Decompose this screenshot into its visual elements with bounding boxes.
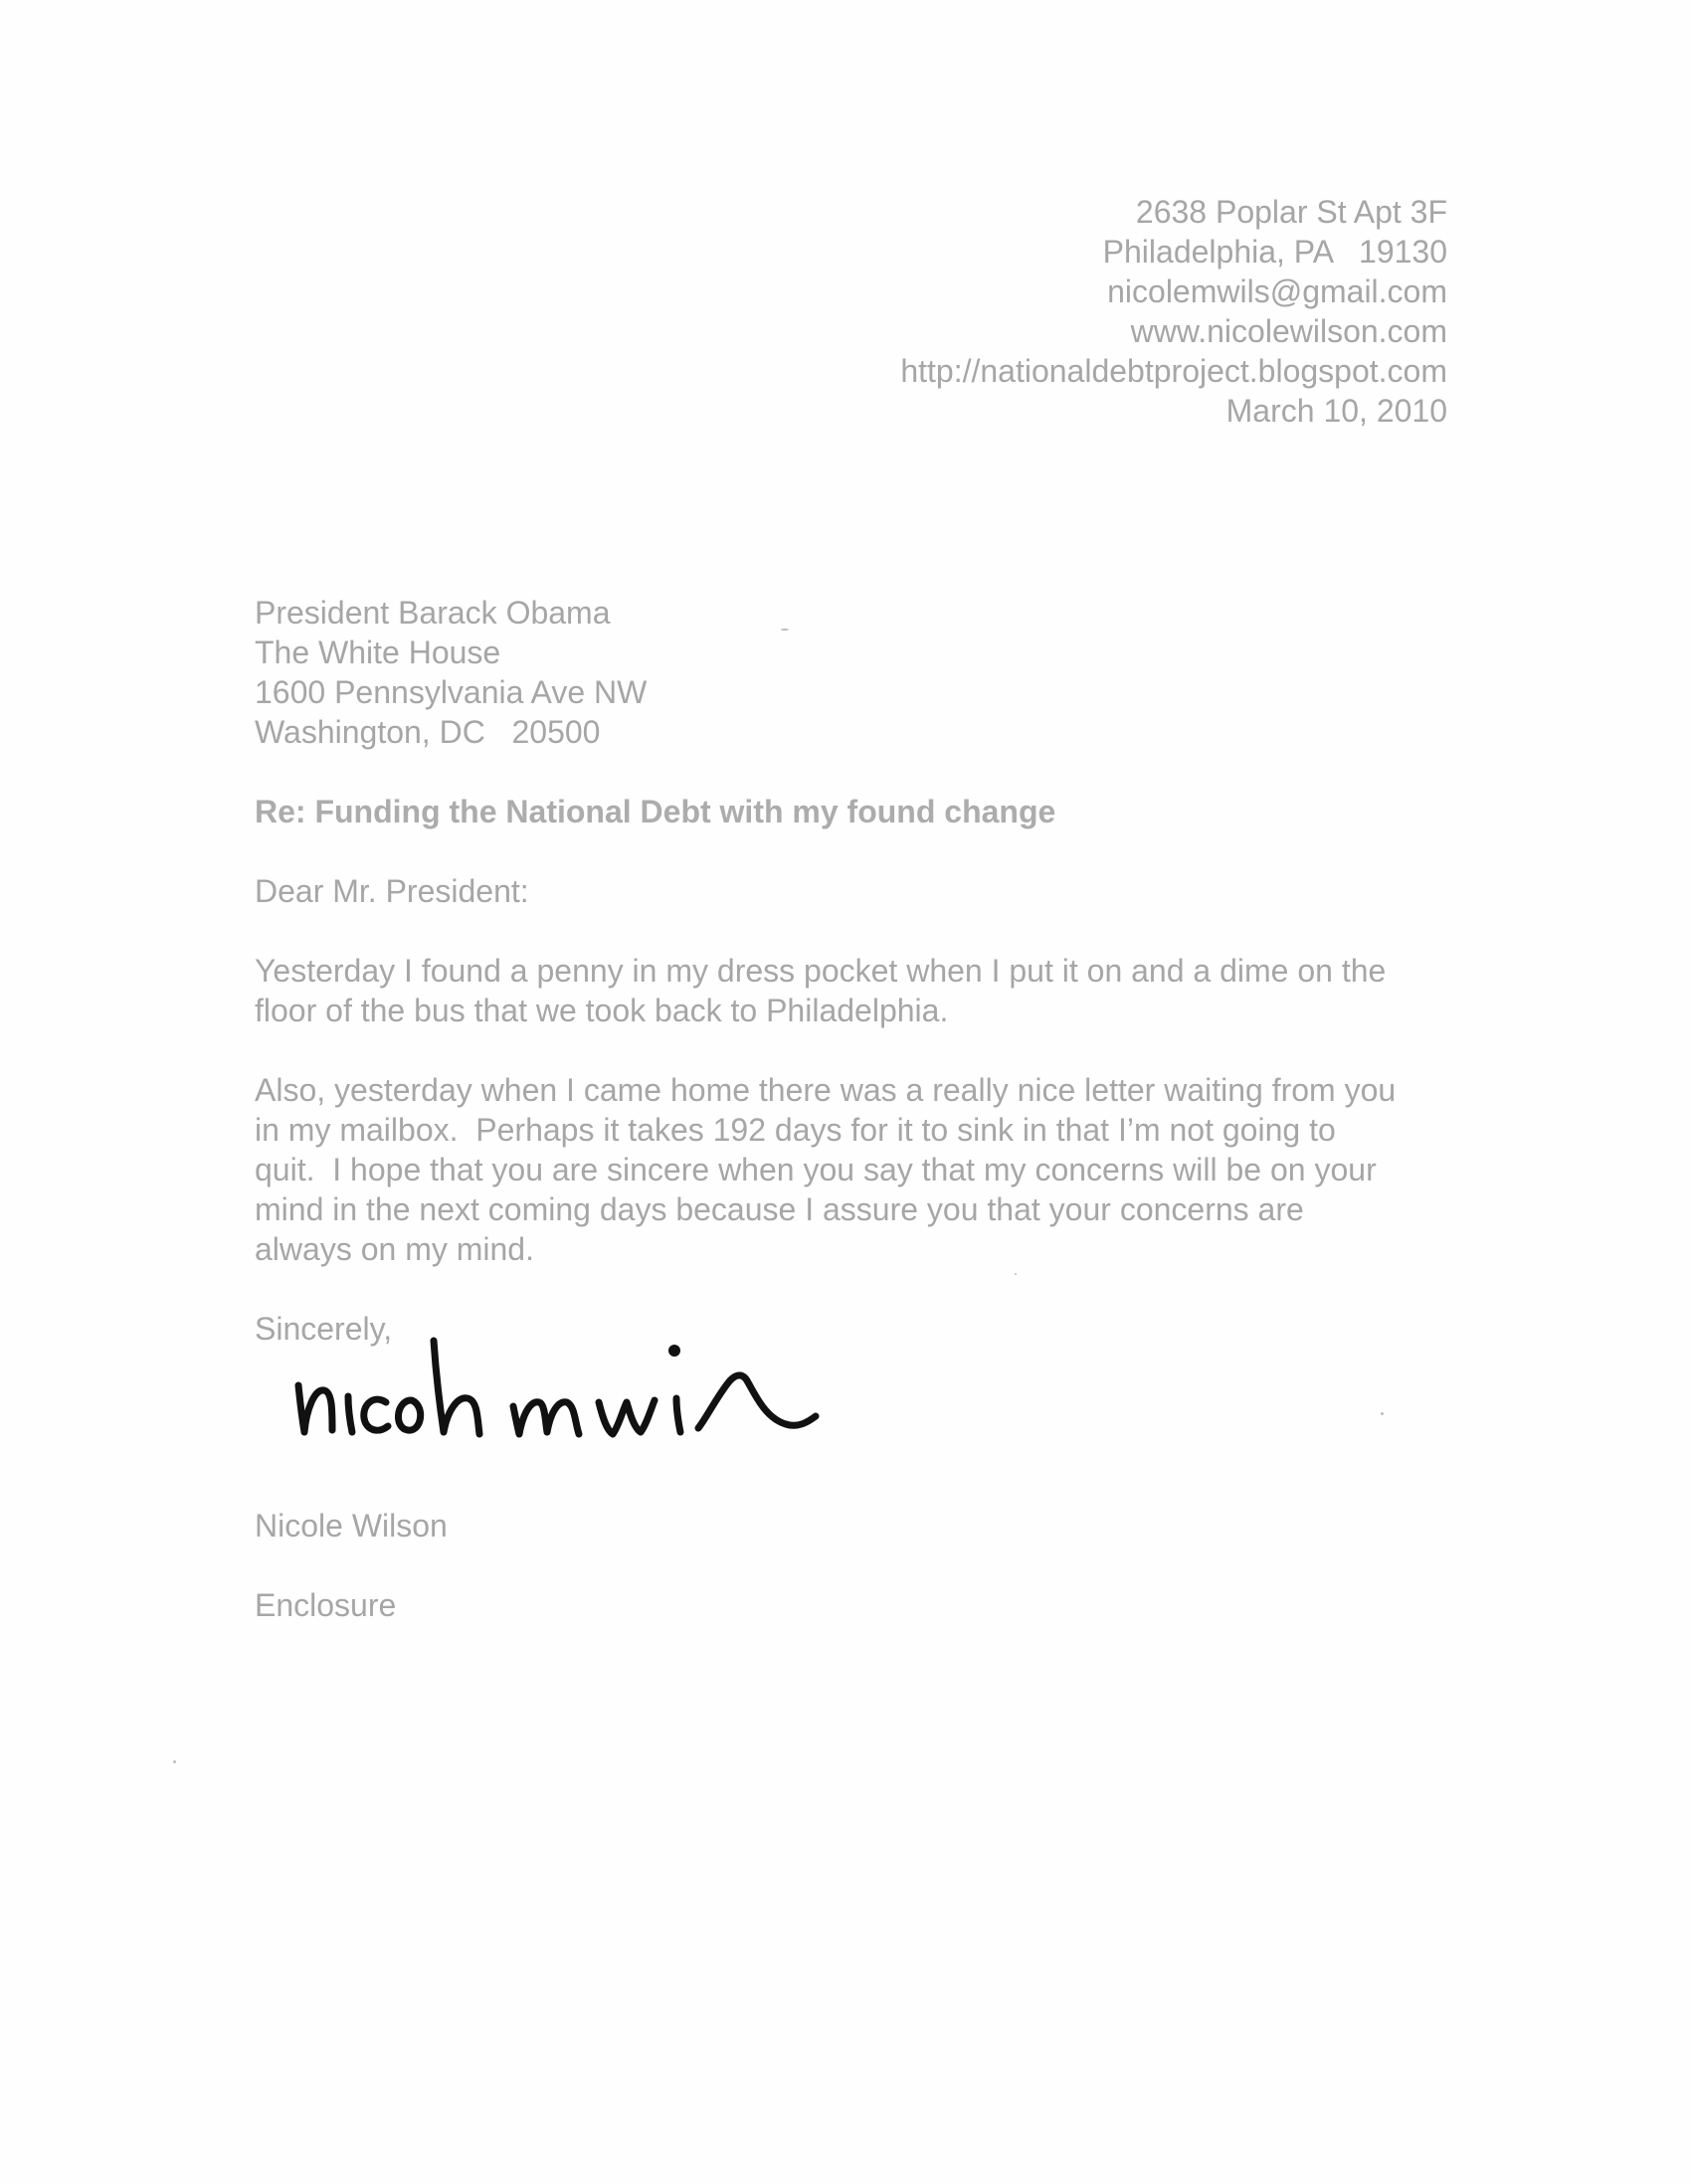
salutation: Dear Mr. President: bbox=[255, 873, 529, 909]
paragraph-line: Also, yesterday when I came home there was a really nice letter waiting from you bbox=[255, 1072, 1397, 1108]
recipient-street: 1600 Pennsylvania Ave NW bbox=[255, 674, 648, 710]
paper-speck bbox=[781, 629, 789, 631]
body-paragraph-2 bbox=[255, 1070, 1448, 1269]
paragraph-line: always on my mind. bbox=[255, 1231, 534, 1267]
signer-name: Nicole Wilson bbox=[255, 1508, 448, 1544]
sender-email: nicolemwils@gmail.com bbox=[1107, 273, 1447, 309]
paragraph-line: in my mailbox. Perhaps it takes 192 days for it to sink in that I’m not going to bbox=[255, 1112, 1336, 1148]
recipient-organization: The White House bbox=[255, 635, 501, 670]
sender-blog: http://nationaldebtproject.blogspot.com bbox=[900, 353, 1447, 389]
handwritten-signature bbox=[288, 1311, 846, 1450]
paper-speck bbox=[173, 1760, 176, 1763]
recipient-address-block bbox=[255, 593, 647, 752]
sender-address-block bbox=[900, 192, 1447, 431]
sender-website: www.nicolewilson.com bbox=[1130, 313, 1447, 349]
recipient-city-state-zip: Washington, DC 20500 bbox=[255, 714, 601, 750]
body-paragraph-1 bbox=[255, 951, 1448, 1030]
paragraph-line: floor of the bus that we took back to Philadelphia. bbox=[255, 993, 949, 1028]
paragraph-line: quit. I hope that you are sincere when you say that my concerns will be on your bbox=[255, 1152, 1377, 1187]
paper-speck bbox=[1381, 1412, 1384, 1415]
letter-date: March 10, 2010 bbox=[1225, 393, 1447, 429]
paper-speck bbox=[1015, 1273, 1017, 1275]
enclosure-note: Enclosure bbox=[255, 1587, 397, 1623]
closing: Sincerely, bbox=[255, 1311, 393, 1347]
recipient-name: President Barack Obama bbox=[255, 595, 611, 631]
subject-line: Re: Funding the National Debt with my found change bbox=[255, 794, 1056, 829]
sender-city-state-zip: Philadelphia, PA 19130 bbox=[1102, 234, 1447, 270]
paragraph-line: mind in the next coming days because I assure you that your concerns are bbox=[255, 1191, 1304, 1227]
sender-street: 2638 Poplar St Apt 3F bbox=[1135, 194, 1447, 230]
paragraph-line: Yesterday I found a penny in my dress pocket when I put it on and a dime on the bbox=[255, 953, 1387, 989]
